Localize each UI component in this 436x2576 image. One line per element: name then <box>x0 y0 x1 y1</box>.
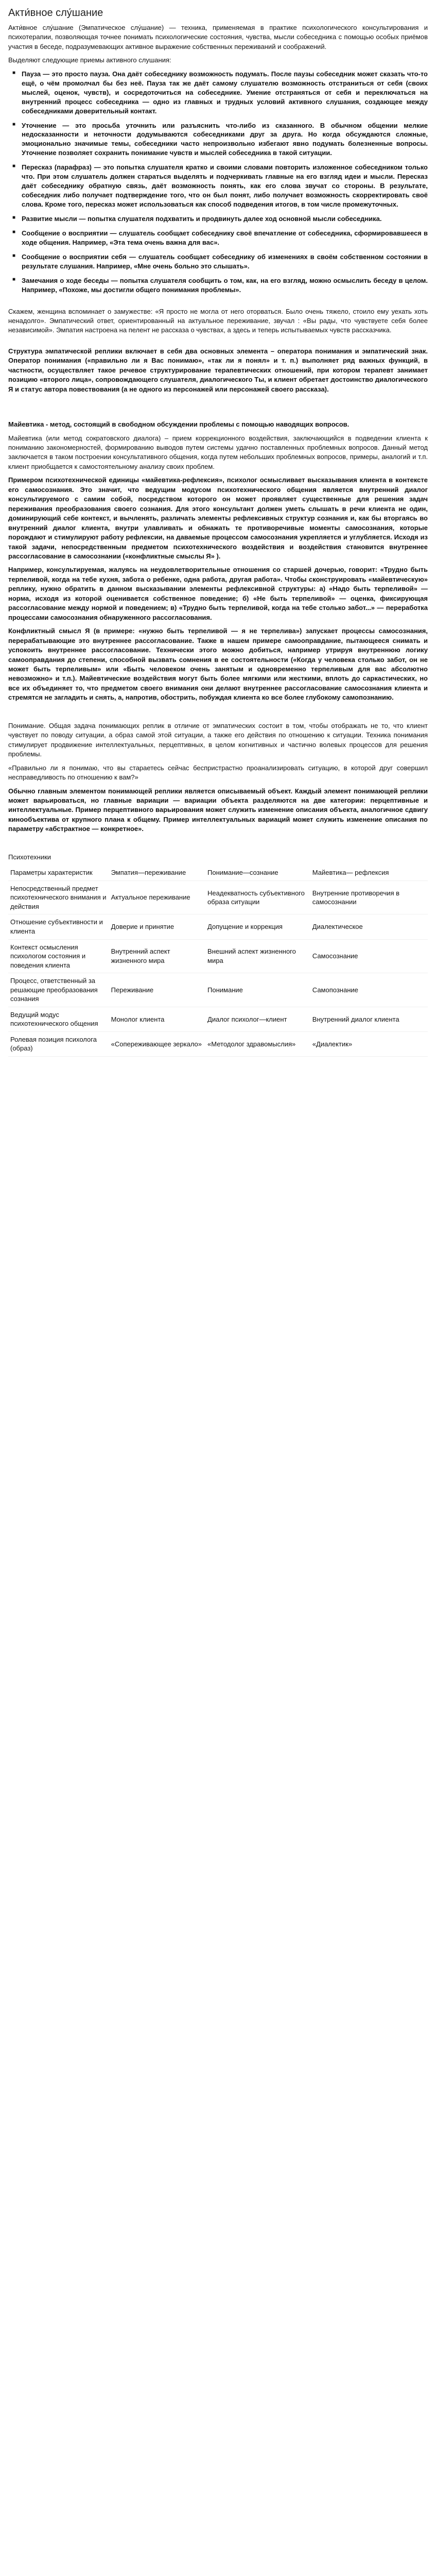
table-row <box>8 865 428 880</box>
table-cell: Процесс, ответственный за решающие преобразования сознания <box>8 973 109 1007</box>
maieutics-unit-paragraph: Примером психотехнической единицы «майевтика-рефлексия», психолог осмысливает высказывания клиента в контексте его самосознания. Это значит, что ведущим модусом психотехнического общения является внутренний диалог консультируемого с самим собой, посредством которого он может проявляет существенные для решения задач переживания преобразования своего сознания. Для этого консультант должен уметь слышать в речи клиента не один, доминирующий себе контекст, и вычленять, различать элементы рефлексивных структур сознания и, как бы вторгаясь во внутренний диалог клиента, внутри улавливать и обнажать те противоречивые моменты самосознания, которые порождают и стимулируют работу рефлексии, на даваемые процессом самосознания укрепляется и углубляется. Исходя из такой задачи, непосредственным предметом психотехнического воздействия и воздействия становится внутреннее рассогласование в самосознании («конфликтные смыслы Я» ). <box>8 476 428 561</box>
intro-paragraph: Акти́вное слу́шание (Эмпатическое слу́шание) — техника, применяемая в практике психологического консультирования и психотерапии, позволяющая точнее понимать психологические состояния, чувства, мысли собеседника с помощью особых приёмов участия в беседе, подразумевающих активное выражение собственных переживаний и соображений. <box>8 24 428 50</box>
table-row <box>8 973 428 1007</box>
maieutics-paragraph: Майевтика (или метод сократовского диалога) – прием коррекционного воздействия, заключающийся в подведении клиента к пониманию закономерностей, формированию выводов путем системы удачно поставленных проблемных вопросов. Данный метод заключается в таком построении консультативного общения, когда путем небольших проблемных вопросов, примеры, аналогий и т.п. клиент приобщается к самостоятельному анализу своих проблем. <box>8 434 428 470</box>
table-cell: Доверие и принятие <box>109 914 205 939</box>
table-cell: Ролевая позиция психолога (образ) <box>8 1031 109 1056</box>
table-cell: Монолог клиента <box>109 1007 205 1031</box>
maieutics-heading: Майевтика - метод, состоящий в свободном обсуждении проблемы с помощью наводящих вопросов. <box>8 420 350 429</box>
table-cell: Понимание <box>205 973 310 1007</box>
table-cell: Отношение субъективности и клиента <box>8 914 109 939</box>
table-cell: Майевтика— рефлексия <box>310 865 428 880</box>
techniques-list <box>8 70 428 295</box>
table-cell: Неадекватность субъективного образа ситуации <box>205 880 310 914</box>
table-row <box>8 1007 428 1031</box>
page-title: Акти́вное слу́шание <box>8 7 103 19</box>
list-item: ■ Развитие мысли — попытка слушателя подхватить и продвинуть далее ход основной мысли собеседника. <box>22 214 428 224</box>
table-row <box>8 939 428 973</box>
techniques-lead: Выделяют следующие приемы активного слушания: <box>8 56 171 64</box>
table-row <box>8 914 428 939</box>
table-row <box>8 880 428 914</box>
understanding-paragraph: Понимание. Общая задача понимающих реплик в отличие от эмпатических состоит в том, чтобы отображать не то, что клиент чувствует по поводу ситуации, а образ самой этой ситуации, а также его действия по отношению к ситуации. Техника понимания стимулирует продвижение интеллектуальных, перцептивных, в целом когнитивных и частично волевых процессов для решения проблемы. <box>8 721 428 758</box>
table-cell: Внутренний аспект жизненного мира <box>109 939 205 973</box>
table-cell: Диалектическое <box>310 914 428 939</box>
list-item: ■ Уточнение — это просьба уточнить или разъяснить что-либо из сказанного. В обычном общении мелкие недосказанности и неточности додумываются собеседниками друг за друга. Но когда обсуждаются сложные, эмоционально значимые темы, собеседники часто непроизвольно избегают явно подумать болезненные вопросы. Уточнение позволяет сохранить понимание чувств и мыслей собеседника в такой ситуации. <box>22 121 428 158</box>
table-cell: Допущение и коррекция <box>205 914 310 939</box>
table-title: Психотехники <box>8 853 51 861</box>
table-cell: Диалог психолог—клиент <box>205 1007 310 1031</box>
list-item: ■ Сообщение о восприятии себя — слушатель сообщает собеседнику об изменениях в своём собственном состоянии в результате слушания. Например, «Мне очень больно это слышать». <box>22 252 428 271</box>
table-cell: Ведущий модус психотехнического общения <box>8 1007 109 1031</box>
list-item: ■ Сообщение о восприятии — слушатель сообщает собеседнику своё впечатление от собеседника, сформировавшееся в ходе общения. Например, «Эта тема очень важна для вас». <box>22 229 428 247</box>
example-paragraph: Скажем, женщина вспоминает о замужестве: «Я просто не могла от него оторваться. Было очень тяжело, стоило ему уехать хоть ненадолго». Эмпатический ответ, ориентированный на актуальное переживание, звучал : «Вы рады, что чувствуете себя более независимой». Эмпатия настроена на пелент не рассказа о чувствах, а здесь и теперь испытываемых чувств рассказчика. <box>8 307 428 334</box>
table-row <box>8 1031 428 1056</box>
table-cell: «Методолог здравомыслия» <box>205 1031 310 1056</box>
table-cell: Самопознание <box>310 973 428 1007</box>
table-cell: Актуальное переживание <box>109 880 205 914</box>
table-cell: Внутренние противоречия в самосознании <box>310 880 428 914</box>
table-cell: Понимание—сознание <box>205 865 310 880</box>
table-cell: Параметры характеристик <box>8 865 109 880</box>
empathic-structure-paragraph: Структура эмпатической реплики включает в себя два основных элемента – оператора понимания и эмпатический знак. Оператор понимания («правильно ли я Вас понимаю», «так ли я понял» и т. п.) выполняет ряд важных функций, в частности, осуществляет такое речевое структурирование терапевтических отношений, при котором терапевт занимает позицию «второго лица», сопровождающего слушателя, диалогического Ты, и клиент обретает достоинство диалогического Я и статус автора повествования (а не одного из персонажей или персонажей своего рассказа). <box>8 347 428 393</box>
table-cell: Самосознание <box>310 939 428 973</box>
list-item: ■ Пересказ (парафраз) — это попытка слушателя кратко и своими словами повторить изложенное собеседником только что. При этом слушатель должен стараться выделять и подчеркивать главные на его взгляд идеи и мысли. Пересказ даёт собеседнику обратную связь, даёт возможность понять, как его слова звучат со стороны. В результате, собеседник либо получает подтверждение того, что он был понят, либо получает возможность скорректировать своё слова. Кроме того, пересказ может использоваться как способ подведения итогов, в том числе промежуточных. <box>22 163 428 209</box>
table-cell: «Сопереживающее зеркало» <box>109 1031 205 1056</box>
list-item: ■ Замечания о ходе беседы — попытка слушателя сообщить о том, как, на его взгляд, можно осмыслить беседу в целом. Например, «Похоже, мы достигли общего понимания проблемы». <box>22 276 428 295</box>
table-cell: «Диалектик» <box>310 1031 428 1056</box>
understanding-bold-paragraph: Обычно главным элементом понимающей реплики является описываемый объект. Каждый элемент понимающей реплики может варьироваться, но главные вариации — вариации объекта разделяются на две категории: перцептивные и интеллектуальные. Пример перцептивного варьирования может служить изменение описания объекта, аналогичное сдвигу кинообъектива от крупного плана к общему. Пример интеллектуальных вариаций может служить изменение описания по параметру «абстрактное — конкретное». <box>8 787 428 833</box>
table-cell: Непосредственный предмет психотехнического внимания и действия <box>8 880 109 914</box>
list-item: ■ Пауза — это просто пауза. Она даёт собеседнику возможность подумать. После паузы собеседник может сказать что-то ещё, о чём промолчал бы без неё. Пауза так же даёт самому слушателю возможность отстраниться от себя (своих мыслей, оценок, чувств), и сосредоточиться на собеседнике. Умение отстраняться от себя и переключаться на внутренний процесс собеседника — одно из главных и трудных условий активного слушания, создающее между собеседниками доверительный контакт. <box>22 70 428 116</box>
table-cell: Внешний аспект жизненного мира <box>205 939 310 973</box>
table-cell: Эмпатия—переживание <box>109 865 205 880</box>
table-cell: Внутренний диалог клиента <box>310 1007 428 1031</box>
conflict-meaning-paragraph: Конфликтный смысл Я (в примере: «нужно быть терпеливой — я не терпелива») запускает процессы самосознания, перерабатывающие это внутреннее рассогласование. Также в нашем примере самооправдание, пытающееся снимать и успокоить внутреннее рассогласование. Технически этого можно добиться, например утрируя внутреннюю логику самооправдания до степени, способной вызвать сомнения в ее состоятельности («Когда у человека столько забот, он не может быть терпеливым» или «Быть человеком очень занятым и одновременно терпеливым для вас абсолютно невозможно» и т.п.). Майевтические воздействия могут быть более мягкими или жесткими, вплоть до саркастических, но все их объединяет то, что предметом своего внимания они делают внутреннее рассогласование самосознания клиента и стремятся не загладить и снять, а, напротив, обострить, побуждая клиента ко все более глубокому самопознанию. <box>8 627 428 702</box>
table-cell: Переживание <box>109 973 205 1007</box>
table-cell: Контекст осмысления психологом состояния и поведения клиента <box>8 939 109 973</box>
psychotechnics-table <box>8 865 428 1057</box>
article <box>0 0 436 1065</box>
consult-example-paragraph: Например, консультируемая, жалуясь на неудовлетворительные отношения со старшей дочерью, говорит: «Трудно быть терпеливой, когда на тебе кухня, забота о ребенке, одна работа, другая работа». Чтобы сконструировать «майевтическую» реплику, нужно обратить в данном высказывании элементы рефлексивной структуры: а) «Надо быть терпеливой» — норма, исходя из которой оценивается собственное поведение; б) «Не быть терпеливой» — оценка, фиксирующая рассогласование между нормой и поведением; в) «Трудно быть терпеливой, когда на тебе столько забот...» — переработка процессами самосознания обнаруженного рассогласования. <box>8 566 428 621</box>
understanding-example: «Правильно ли я понимаю, что вы стараетесь сейчас беспристрастно проанализировать ситуацию, в которой друг совершил несправедливость по отношению к вам?» <box>8 764 428 782</box>
